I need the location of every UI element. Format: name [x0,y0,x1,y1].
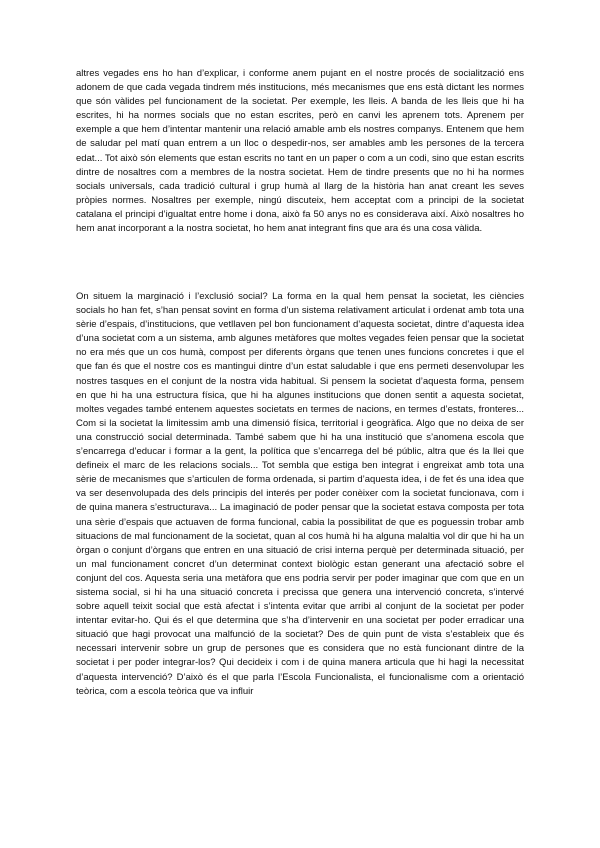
paragraph-social-norms: altres vegades ens ho han d’explicar, i conforme anem pujant en el nostre procés de socialització ens adonem de que cada vegada tindrem més institucions, més mecanismes que ens està dictant les normes que són vàlides pel funcionament de la societat. Per exemple, les lleis. A banda de les lleis que hi ha escrites, hi ha normes socials que no estan escrites, però en canvi les aprenem tots. Aprenem per exemple a que hem d’intentar mantenir una relació amable amb els nostres companys. Entenem que hem de saludar pel matí quan entrem a un lloc o despedir-nos, ser amables amb les persones de la tercera edat... Tot això són elements que estan escrits no tant en un paper o com a un codi, sino que estan escrits dintre de nosaltres com a membres de la nostra societat. Hem de tindre presents que no hi ha normes socials universals, cada tradició cultural i grup humà al llarg de la història han anat creant les seves pròpies normes. Nosaltres per exemple, ningú discuteix, hem acceptat com a principi de la societat catalana el principi d’igualtat entre home i dona, això fa 50 anys no es considerava així. Això nosaltres ho hem anat incorporant a la nostra societat, ho hem anat integrant fins que ara és una cosa vàlida. [76,68,524,235]
paragraph-marginalization: On situem la marginació i l’exclusió social? La forma en la qual hem pensat la societat, les ciències socials ho han fet, s’han pensat sovint en forma d’un sistema relativament articulat i ordenat amb tota una sèrie d’espais, d’institucions, que vetllaven pel bon funcionament d’aquesta societat, dintre d’aquesta idea d’una societat com a un sistema, amb algunes metàfores que moltes vegades feien pensar que la societat no era més que un cos humà, compost per diferents òrgans que tenen unes funcions concretes i que el que fan és que el nostre cos es mantingui dintre d’un estat saludable i que ens permeti desenvolupar les nostres tasques en el conjunt de la nostra vida habitual. Si pensem la societat d’aquesta forma, pensem en que hi ha una estructura física, que hi ha algunes institucions que donen sentit a aquesta societat, moltes vegades també entenem aquestes societats en termes de nacions, en termes d’estats, fronteres... Com si la societat la limitessim amb una dimensió física, territorial i geogràfica. Algo que no deixa de ser una construcció social determinada. També sabem que hi ha una institució que s’anomena escola que s’encarrega d’educar i formar a la gent, la política que s’encarrega del bé públic, altra que és la llei que defineix el marc de les relacions socials... Tot sembla que estiga ben integrat i engreixat amb tota una sèrie de mecanismes que s’articulen de forma ordenada, si partim d’aquesta idea, i de fet és una idea que va ser desenvolupada des dels principis del interés per poder conèixer com la societat funcionava, com i de quina manera s’estructurava... La imaginació de poder pensar que la societat estava composta per tota una sèrie d’espais que actuaven de forma funcional, cabia la possibilitat de que es poguessin trobar amb situacions de mal funcionament de la societat, quan al cos humà hi ha alguna malaltia vol dir que hi ha un òrgan o conjunt d’òrgans que entren en una situació de crisi interna perquè per determinada situació, per un mal funcionament concret d’un determinat context biològic estan generant una afectació sobre el conjunt del cos. Aquesta seria una metàfora que ens podria servir per poder imaginar que com que en un sistema social, si hi ha una situació concreta i precissa que genera una intervenció concreta, s’intervé sobre aquell teixit social que està afectat i s’intenta evitar que arribi al conjunt de la societat per poder intentar evitar-ho. Qui és el que determina que s’ha d’intervenir en una societat per poder erradicar una situació que hagi provocat una malfunció de la societat? Des de quin punt de vista s’estableix que és necessari intervenir sobre un grup de persones que es considera que no està funcionant dintre de la societat i per poder integrar-los? Qui decideix i com i de quina manera articula que hi hagi la necessitat d’aquesta intervenció? D’això és el que parla l’Escola Funcionalista, el funcionalisme com a orientació teòrica, com a escola teòrica que va influir [76,291,524,697]
